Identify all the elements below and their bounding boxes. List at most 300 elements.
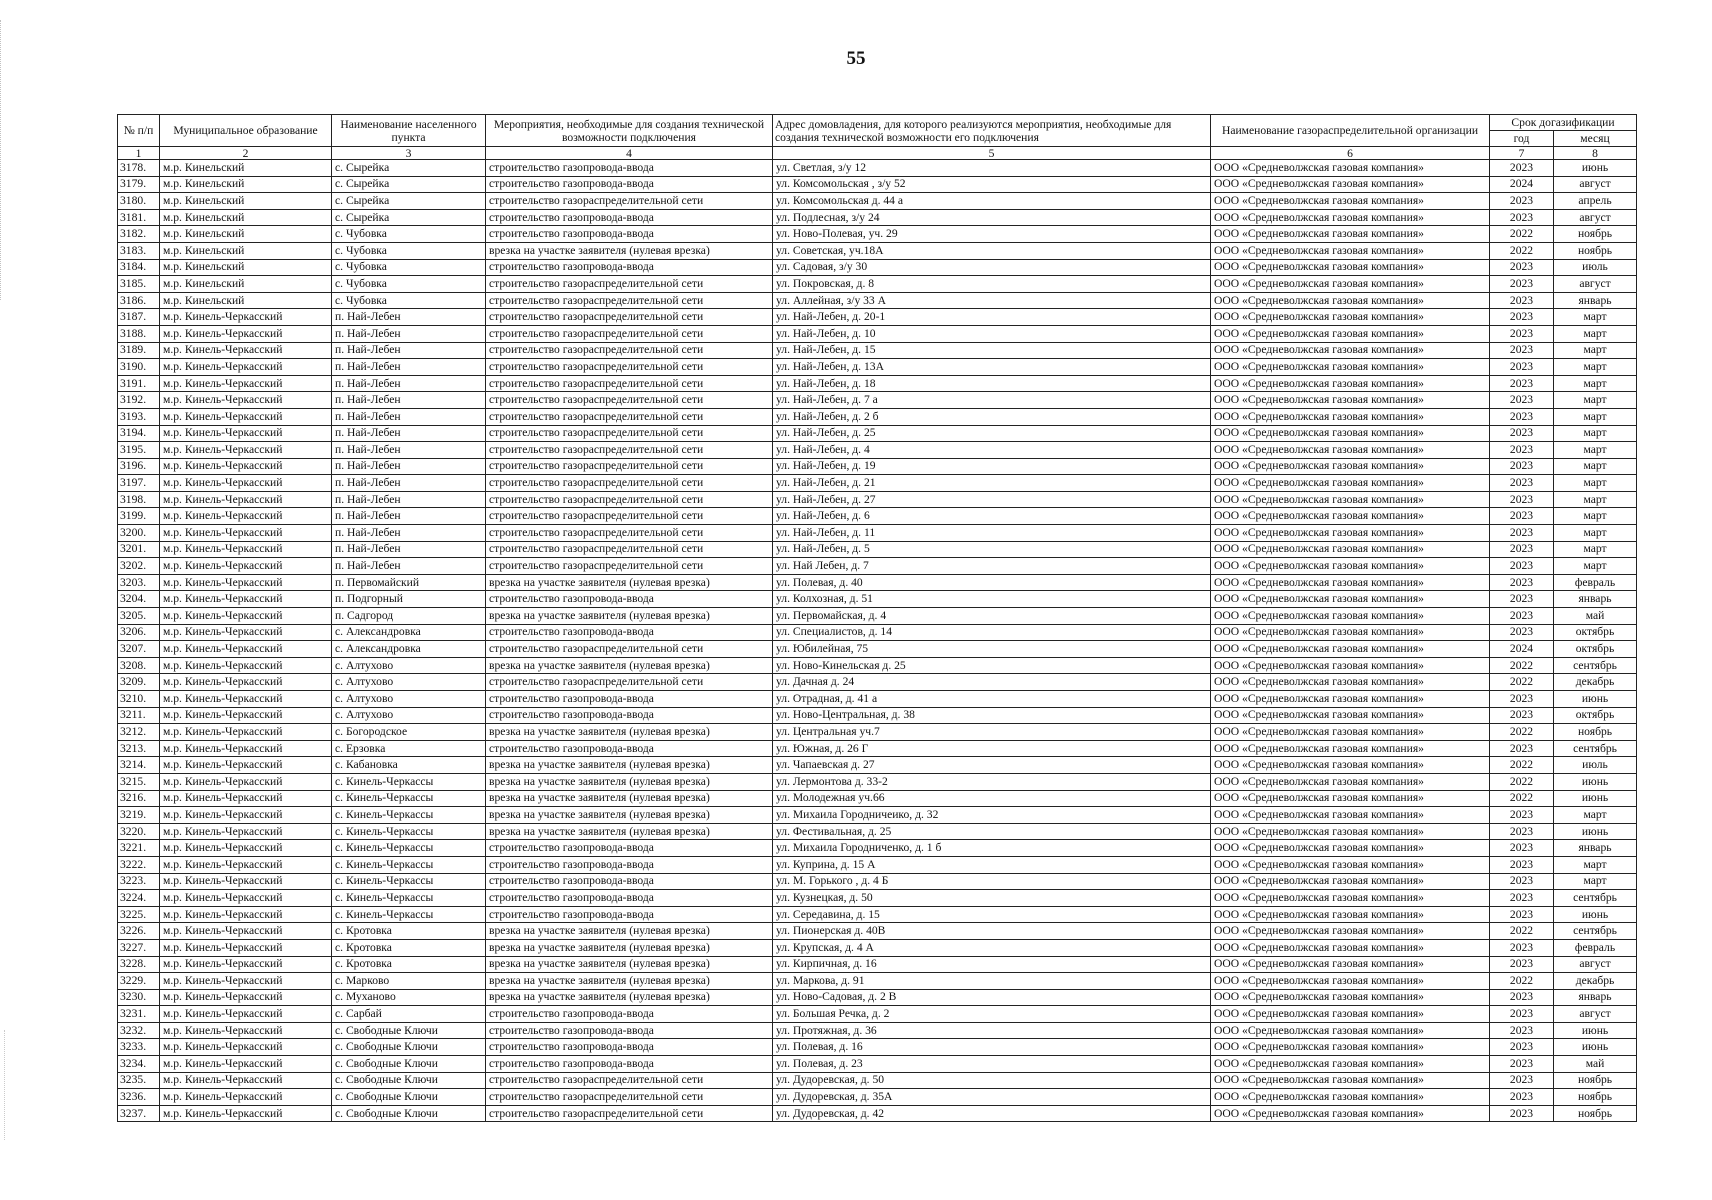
table-row — [118, 525, 1637, 542]
year-cell: 2023 — [1490, 890, 1554, 907]
table-row — [118, 873, 1637, 890]
month-cell: май — [1554, 608, 1637, 625]
address-cell: ул. Покровская, д. 8 — [773, 276, 1211, 293]
month-cell: март — [1554, 873, 1637, 890]
municipality-cell: м.р. Кинель-Черкасский — [160, 790, 332, 807]
municipality-cell: м.р. Кинель-Черкасский — [160, 342, 332, 359]
organization-cell: ООО «Средневолжская газовая компания» — [1211, 939, 1490, 956]
row-number-cell: 3200. — [118, 525, 160, 542]
row-number-cell: 3225. — [118, 906, 160, 923]
settlement-cell: с. Сарбай — [332, 1006, 486, 1023]
address-cell: ул. Маркова, д. 91 — [773, 973, 1211, 990]
table-row — [118, 1089, 1637, 1106]
measure-cell: врезка на участке заявителя (нулевая врезка) — [486, 956, 773, 973]
year-cell: 2024 — [1490, 176, 1554, 193]
measure-cell: строительство газопровода-ввода — [486, 707, 773, 724]
municipality-cell: м.р. Кинель-Черкасский — [160, 558, 332, 575]
settlement-cell: с. Свободные Ключи — [332, 1089, 486, 1106]
address-cell: ул. Дудоревская, д. 42 — [773, 1105, 1211, 1122]
measure-cell: строительство газораспределительной сети — [486, 375, 773, 392]
year-cell: 2023 — [1490, 856, 1554, 873]
municipality-cell: м.р. Кинель-Черкасский — [160, 740, 332, 757]
measure-cell: строительство газопровода-ввода — [486, 1039, 773, 1056]
month-cell: июнь — [1554, 823, 1637, 840]
organization-cell: ООО «Средневолжская газовая компания» — [1211, 475, 1490, 492]
address-cell: ул. Полевая, д. 16 — [773, 1039, 1211, 1056]
address-cell: ул. Най Лебен, д. 7 — [773, 558, 1211, 575]
month-cell: сентябрь — [1554, 923, 1637, 940]
measure-cell: врезка на участке заявителя (нулевая врезка) — [486, 757, 773, 774]
address-cell: ул. Комсомольская д. 44 а — [773, 193, 1211, 210]
measure-cell: строительство газораспределительной сети — [486, 558, 773, 575]
table-row — [118, 989, 1637, 1006]
municipality-cell: м.р. Кинель-Черкасский — [160, 624, 332, 641]
municipality-cell: м.р. Кинель-Черкасский — [160, 890, 332, 907]
row-number-cell: 3193. — [118, 408, 160, 425]
address-cell: ул. Фестивальная, д. 25 — [773, 823, 1211, 840]
year-cell: 2023 — [1490, 1089, 1554, 1106]
organization-cell: ООО «Средневолжская газовая компания» — [1211, 359, 1490, 376]
table-row — [118, 292, 1637, 309]
table-row — [118, 442, 1637, 459]
month-cell: июнь — [1554, 906, 1637, 923]
table-row — [118, 939, 1637, 956]
row-number-cell: 3214. — [118, 757, 160, 774]
municipality-cell: м.р. Кинель-Черкасский — [160, 375, 332, 392]
row-number-cell: 3215. — [118, 773, 160, 790]
table-row — [118, 956, 1637, 973]
municipality-cell: м.р. Кинель-Черкасский — [160, 807, 332, 824]
year-cell: 2023 — [1490, 525, 1554, 542]
municipality-cell: м.р. Кинельский — [160, 209, 332, 226]
year-cell: 2023 — [1490, 375, 1554, 392]
organization-cell: ООО «Средневолжская газовая компания» — [1211, 375, 1490, 392]
row-number-cell: 3198. — [118, 491, 160, 508]
settlement-cell: п. Най-Лебен — [332, 541, 486, 558]
settlement-cell: с. Кинель-Черкассы — [332, 906, 486, 923]
address-cell: ул. Най-Лебен, д. 2 б — [773, 408, 1211, 425]
month-cell: январь — [1554, 591, 1637, 608]
scan-edge-mark — [4, 1030, 9, 1140]
table-row — [118, 1105, 1637, 1122]
address-cell: ул. Най-Лебен, д. 13А — [773, 359, 1211, 376]
municipality-cell: м.р. Кинель-Черкасский — [160, 856, 332, 873]
table-row — [118, 724, 1637, 741]
measure-cell: строительство газораспределительной сети — [486, 641, 773, 658]
year-cell: 2023 — [1490, 458, 1554, 475]
table-row — [118, 541, 1637, 558]
address-cell: ул. Колхозная, д. 51 — [773, 591, 1211, 608]
row-number-cell: 3182. — [118, 226, 160, 243]
table-row — [118, 276, 1637, 293]
organization-cell: ООО «Средневолжская газовая компания» — [1211, 242, 1490, 259]
organization-cell: ООО «Средневолжская газовая компания» — [1211, 292, 1490, 309]
month-cell: октябрь — [1554, 624, 1637, 641]
municipality-cell: м.р. Кинель-Черкасский — [160, 574, 332, 591]
year-cell: 2023 — [1490, 873, 1554, 890]
year-cell: 2023 — [1490, 608, 1554, 625]
organization-cell: ООО «Средневолжская газовая компания» — [1211, 674, 1490, 691]
organization-cell: ООО «Средневолжская газовая компания» — [1211, 1039, 1490, 1056]
settlement-cell: п. Най-Лебен — [332, 475, 486, 492]
organization-cell: ООО «Средневолжская газовая компания» — [1211, 724, 1490, 741]
municipality-cell: м.р. Кинель-Черкасский — [160, 906, 332, 923]
row-number-cell: 3194. — [118, 425, 160, 442]
settlement-cell: п. Най-Лебен — [332, 359, 486, 376]
table-row — [118, 375, 1637, 392]
row-number-cell: 3227. — [118, 939, 160, 956]
row-number-cell: 3189. — [118, 342, 160, 359]
month-cell: август — [1554, 956, 1637, 973]
address-cell: ул. Лермонтова д. 33-2 — [773, 773, 1211, 790]
header-municipality: Муниципальное образование — [160, 115, 332, 147]
settlement-cell: с. Кротовка — [332, 939, 486, 956]
row-number-cell: 3219. — [118, 807, 160, 824]
column-number: 1 — [118, 147, 160, 160]
organization-cell: ООО «Средневолжская газовая компания» — [1211, 1072, 1490, 1089]
measure-cell: строительство газораспределительной сети — [486, 475, 773, 492]
settlement-cell: с. Чубовка — [332, 226, 486, 243]
year-cell: 2023 — [1490, 475, 1554, 492]
row-number-cell: 3224. — [118, 890, 160, 907]
year-cell: 2023 — [1490, 359, 1554, 376]
measure-cell: строительство газораспределительной сети — [486, 458, 773, 475]
year-cell: 2022 — [1490, 724, 1554, 741]
month-cell: март — [1554, 807, 1637, 824]
settlement-cell: с. Свободные Ключи — [332, 1072, 486, 1089]
settlement-cell: с. Свободные Ключи — [332, 1056, 486, 1073]
row-number-cell: 3222. — [118, 856, 160, 873]
gasification-table — [117, 114, 1637, 1122]
address-cell: ул. Най-Лебен, д. 25 — [773, 425, 1211, 442]
month-cell: март — [1554, 558, 1637, 575]
municipality-cell: м.р. Кинель-Черкасский — [160, 491, 332, 508]
address-cell: ул. Най-Лебен, д. 11 — [773, 525, 1211, 542]
organization-cell: ООО «Средневолжская газовая компания» — [1211, 425, 1490, 442]
row-number-cell: 3236. — [118, 1089, 160, 1106]
settlement-cell: с. Свободные Ключи — [332, 1022, 486, 1039]
table-row — [118, 608, 1637, 625]
municipality-cell: м.р. Кинельский — [160, 193, 332, 210]
settlement-cell: с. Марково — [332, 973, 486, 990]
address-cell: ул. Ново-Кинельская д. 25 — [773, 657, 1211, 674]
table-row — [118, 1039, 1637, 1056]
settlement-cell: п. Най-Лебен — [332, 309, 486, 326]
month-cell: сентябрь — [1554, 657, 1637, 674]
row-number-cell: 3188. — [118, 325, 160, 342]
table-row — [118, 242, 1637, 259]
settlement-cell: п. Най-Лебен — [332, 342, 486, 359]
address-cell: ул. Най-Лебен, д. 19 — [773, 458, 1211, 475]
address-cell: ул. М. Горького , д. 4 Б — [773, 873, 1211, 890]
month-cell: июнь — [1554, 790, 1637, 807]
municipality-cell: м.р. Кинель-Черкасский — [160, 657, 332, 674]
year-cell: 2023 — [1490, 309, 1554, 326]
row-number-cell: 3179. — [118, 176, 160, 193]
row-number-cell: 3234. — [118, 1056, 160, 1073]
table-row — [118, 840, 1637, 857]
table-row — [118, 906, 1637, 923]
table-row — [118, 558, 1637, 575]
header-address: Адрес домовладения, для которого реализуются мероприятия, необходимые для создания технической возможности его подключения — [773, 115, 1211, 147]
measure-cell: строительство газопровода-ввода — [486, 691, 773, 708]
address-cell: ул. Ново-Садовая, д. 2 В — [773, 989, 1211, 1006]
organization-cell: ООО «Средневолжская газовая компания» — [1211, 1105, 1490, 1122]
table-row — [118, 591, 1637, 608]
address-cell: ул. Куприна, д. 15 А — [773, 856, 1211, 873]
table-row — [118, 790, 1637, 807]
municipality-cell: м.р. Кинель-Черкасский — [160, 442, 332, 459]
month-cell: март — [1554, 309, 1637, 326]
table-row — [118, 475, 1637, 492]
header-organization: Наименование газораспределительной организации — [1211, 115, 1490, 147]
table-row — [118, 773, 1637, 790]
organization-cell: ООО «Средневолжская газовая компания» — [1211, 276, 1490, 293]
month-cell: ноябрь — [1554, 724, 1637, 741]
header-measures: Мероприятия, необходимые для создания технической возможности подключения — [486, 115, 773, 147]
address-cell: ул. Комсомольская , з/у 52 — [773, 176, 1211, 193]
organization-cell: ООО «Средневолжская газовая компания» — [1211, 807, 1490, 824]
row-number-cell: 3228. — [118, 956, 160, 973]
settlement-cell: с. Алтухово — [332, 707, 486, 724]
measure-cell: строительство газораспределительной сети — [486, 309, 773, 326]
settlement-cell: п. Най-Лебен — [332, 375, 486, 392]
measure-cell: врезка на участке заявителя (нулевая врезка) — [486, 790, 773, 807]
row-number-cell: 3210. — [118, 691, 160, 708]
address-cell: ул. Южная, д. 26 Г — [773, 740, 1211, 757]
row-number-cell: 3230. — [118, 989, 160, 1006]
month-cell: январь — [1554, 292, 1637, 309]
municipality-cell: м.р. Кинель-Черкасский — [160, 823, 332, 840]
address-cell: ул. Най-Лебен, д. 10 — [773, 325, 1211, 342]
settlement-cell: с. Кинель-Черкассы — [332, 790, 486, 807]
month-cell: июнь — [1554, 160, 1637, 177]
measure-cell: строительство газопровода-ввода — [486, 840, 773, 857]
measure-cell: строительство газопровода-ввода — [486, 1022, 773, 1039]
measure-cell: строительство газораспределительной сети — [486, 292, 773, 309]
municipality-cell: м.р. Кинель-Черкасский — [160, 591, 332, 608]
address-cell: ул. Молодежная уч.66 — [773, 790, 1211, 807]
address-cell: ул. Пионерская д. 40В — [773, 923, 1211, 940]
year-cell: 2023 — [1490, 956, 1554, 973]
row-number-cell: 3197. — [118, 475, 160, 492]
organization-cell: ООО «Средневолжская газовая компания» — [1211, 707, 1490, 724]
measure-cell: врезка на участке заявителя (нулевая врезка) — [486, 973, 773, 990]
organization-cell: ООО «Средневолжская газовая компания» — [1211, 890, 1490, 907]
row-number-cell: 3195. — [118, 442, 160, 459]
row-number-cell: 3178. — [118, 160, 160, 177]
month-cell: март — [1554, 525, 1637, 542]
organization-cell: ООО «Средневолжская газовая компания» — [1211, 989, 1490, 1006]
organization-cell: ООО «Средневолжская газовая компания» — [1211, 641, 1490, 658]
settlement-cell: с. Алтухово — [332, 691, 486, 708]
address-cell: ул. Первомайская, д. 4 — [773, 608, 1211, 625]
table-row — [118, 491, 1637, 508]
row-number-cell: 3180. — [118, 193, 160, 210]
month-cell: июль — [1554, 757, 1637, 774]
municipality-cell: м.р. Кинель-Черкасский — [160, 525, 332, 542]
address-cell: ул. Ново-Полевая, уч. 29 — [773, 226, 1211, 243]
organization-cell: ООО «Средневолжская газовая компания» — [1211, 392, 1490, 409]
municipality-cell: м.р. Кинель-Черкасский — [160, 674, 332, 691]
table-row — [118, 823, 1637, 840]
settlement-cell: с. Чубовка — [332, 276, 486, 293]
municipality-cell: м.р. Кинель-Черкасский — [160, 1022, 332, 1039]
measure-cell: строительство газопровода-ввода — [486, 591, 773, 608]
organization-cell: ООО «Средневолжская газовая компания» — [1211, 823, 1490, 840]
month-cell: июль — [1554, 259, 1637, 276]
address-cell: ул. Най-Лебен, д. 5 — [773, 541, 1211, 558]
address-cell: ул. Юбилейная, 75 — [773, 641, 1211, 658]
organization-cell: ООО «Средневолжская газовая компания» — [1211, 408, 1490, 425]
month-cell: ноябрь — [1554, 1072, 1637, 1089]
measure-cell: врезка на участке заявителя (нулевая врезка) — [486, 939, 773, 956]
measure-cell: врезка на участке заявителя (нулевая врезка) — [486, 989, 773, 1006]
measure-cell: строительство газораспределительной сети — [486, 359, 773, 376]
table-row — [118, 193, 1637, 210]
organization-cell: ООО «Средневолжская газовая компания» — [1211, 657, 1490, 674]
year-cell: 2023 — [1490, 325, 1554, 342]
year-cell: 2022 — [1490, 226, 1554, 243]
table-row — [118, 641, 1637, 658]
row-number-cell: 3186. — [118, 292, 160, 309]
table-row — [118, 309, 1637, 326]
settlement-cell: с. Алтухово — [332, 657, 486, 674]
address-cell: ул. Центральная уч.7 — [773, 724, 1211, 741]
settlement-cell: с. Кинель-Черкассы — [332, 890, 486, 907]
year-cell: 2023 — [1490, 276, 1554, 293]
month-cell: март — [1554, 856, 1637, 873]
month-cell: декабрь — [1554, 674, 1637, 691]
address-cell: ул. Най-Лебен, д. 21 — [773, 475, 1211, 492]
column-number: 4 — [486, 147, 773, 160]
table-body — [118, 160, 1637, 1122]
measure-cell: строительство газопровода-ввода — [486, 624, 773, 641]
settlement-cell: п. Най-Лебен — [332, 442, 486, 459]
row-number-cell: 3231. — [118, 1006, 160, 1023]
settlement-cell: с. Свободные Ключи — [332, 1039, 486, 1056]
table-row — [118, 574, 1637, 591]
month-cell: август — [1554, 1006, 1637, 1023]
measure-cell: строительство газораспределительной сети — [486, 442, 773, 459]
row-number-cell: 3220. — [118, 823, 160, 840]
month-cell: август — [1554, 176, 1637, 193]
settlement-cell: с. Кинель-Черкассы — [332, 840, 486, 857]
municipality-cell: м.р. Кинель-Черкасский — [160, 475, 332, 492]
settlement-cell: п. Най-Лебен — [332, 392, 486, 409]
year-cell: 2023 — [1490, 906, 1554, 923]
address-cell: ул. Дудоревская, д. 50 — [773, 1072, 1211, 1089]
month-cell: март — [1554, 325, 1637, 342]
settlement-cell: с. Сырейка — [332, 176, 486, 193]
address-cell: ул. Чапаевская д. 27 — [773, 757, 1211, 774]
measure-cell: строительство газопровода-ввода — [486, 1006, 773, 1023]
address-cell: ул. Советская, уч.18А — [773, 242, 1211, 259]
table-row — [118, 707, 1637, 724]
address-cell: ул. Най-Лебен, д. 4 — [773, 442, 1211, 459]
organization-cell: ООО «Средневолжская газовая компания» — [1211, 1056, 1490, 1073]
address-cell: ул. Середавина, д. 15 — [773, 906, 1211, 923]
organization-cell: ООО «Средневолжская газовая компания» — [1211, 906, 1490, 923]
month-cell: апрель — [1554, 193, 1637, 210]
year-cell: 2023 — [1490, 939, 1554, 956]
organization-cell: ООО «Средневолжская газовая компания» — [1211, 624, 1490, 641]
table-row — [118, 1056, 1637, 1073]
organization-cell: ООО «Средневолжская газовая компания» — [1211, 193, 1490, 210]
municipality-cell: м.р. Кинель-Черкасский — [160, 641, 332, 658]
year-cell: 2023 — [1490, 591, 1554, 608]
measure-cell: строительство газопровода-ввода — [486, 176, 773, 193]
address-cell: ул. Най-Лебен, д. 7 а — [773, 392, 1211, 409]
month-cell: октябрь — [1554, 707, 1637, 724]
settlement-cell: с. Чубовка — [332, 292, 486, 309]
municipality-cell: м.р. Кинельский — [160, 242, 332, 259]
municipality-cell: м.р. Кинельский — [160, 176, 332, 193]
table-row — [118, 923, 1637, 940]
table-row — [118, 160, 1637, 177]
organization-cell: ООО «Средневолжская газовая компания» — [1211, 309, 1490, 326]
year-cell: 2022 — [1490, 757, 1554, 774]
settlement-cell: с. Кротовка — [332, 956, 486, 973]
address-cell: ул. Дачная д. 24 — [773, 674, 1211, 691]
settlement-cell: с. Свободные Ключи — [332, 1105, 486, 1122]
month-cell: март — [1554, 442, 1637, 459]
settlement-cell: п. Най-Лебен — [332, 325, 486, 342]
year-cell: 2023 — [1490, 1022, 1554, 1039]
year-cell: 2023 — [1490, 392, 1554, 409]
address-cell: ул. Светлая, з/у 12 — [773, 160, 1211, 177]
year-cell: 2023 — [1490, 425, 1554, 442]
month-cell: март — [1554, 342, 1637, 359]
organization-cell: ООО «Средневолжская газовая компания» — [1211, 226, 1490, 243]
table-row — [118, 890, 1637, 907]
row-number-cell: 3208. — [118, 657, 160, 674]
settlement-cell: с. Алтухово — [332, 674, 486, 691]
municipality-cell: м.р. Кинельский — [160, 259, 332, 276]
address-cell: ул. Михаила Городничеико, д. 32 — [773, 807, 1211, 824]
table-row — [118, 1022, 1637, 1039]
year-cell: 2023 — [1490, 442, 1554, 459]
table-row — [118, 674, 1637, 691]
month-cell: март — [1554, 408, 1637, 425]
year-cell: 2023 — [1490, 292, 1554, 309]
municipality-cell: м.р. Кинель-Черкасский — [160, 939, 332, 956]
month-cell: май — [1554, 1056, 1637, 1073]
month-cell: март — [1554, 491, 1637, 508]
month-cell: ноябрь — [1554, 1105, 1637, 1122]
row-number-cell: 3211. — [118, 707, 160, 724]
organization-cell: ООО «Средневолжская газовая компания» — [1211, 856, 1490, 873]
municipality-cell: м.р. Кинель-Черкасский — [160, 608, 332, 625]
municipality-cell: м.р. Кинель-Черкасский — [160, 541, 332, 558]
measure-cell: врезка на участке заявителя (нулевая врезка) — [486, 242, 773, 259]
organization-cell: ООО «Средневолжская газовая компания» — [1211, 325, 1490, 342]
month-cell: август — [1554, 209, 1637, 226]
table-row — [118, 657, 1637, 674]
municipality-cell: м.р. Кинель-Черкасский — [160, 1105, 332, 1122]
measure-cell: строительство газопровода-ввода — [486, 1056, 773, 1073]
measure-cell: строительство газопровода-ввода — [486, 873, 773, 890]
row-number-cell: 3183. — [118, 242, 160, 259]
year-cell: 2023 — [1490, 491, 1554, 508]
year-cell: 2023 — [1490, 989, 1554, 1006]
municipality-cell: м.р. Кинель-Черкасский — [160, 724, 332, 741]
year-cell: 2023 — [1490, 1105, 1554, 1122]
row-number-cell: 3190. — [118, 359, 160, 376]
row-number-cell: 3216. — [118, 790, 160, 807]
measure-cell: строительство газораспределительной сети — [486, 508, 773, 525]
address-cell: ул. Дудоревская, д. 35А — [773, 1089, 1211, 1106]
